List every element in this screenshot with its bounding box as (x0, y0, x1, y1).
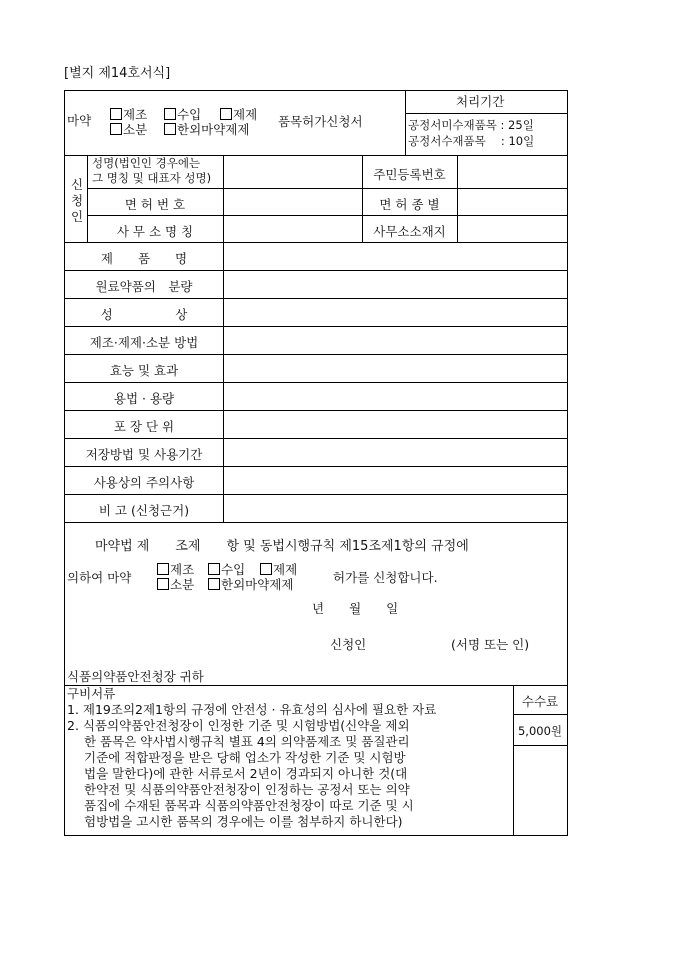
method-field[interactable] (224, 327, 566, 354)
divider (405, 113, 567, 114)
checkbox-subdivision[interactable] (157, 578, 169, 590)
dosage-field[interactable] (224, 383, 566, 410)
checkbox-formulation[interactable] (220, 108, 232, 120)
option-label: 소분 (123, 122, 148, 137)
header-option-subdivision[interactable] (110, 123, 147, 137)
applicant-section-label: 인 (71, 209, 84, 224)
office-name-field[interactable] (224, 216, 361, 241)
divider (513, 714, 567, 715)
option-label: 소분 (170, 577, 195, 592)
header-option-exempt[interactable] (164, 123, 249, 137)
option-label: 수입 (177, 107, 202, 122)
appearance-field[interactable] (224, 299, 566, 326)
document-item: 품집에 수재된 품목과 식품의약품안전청장이 따로 기준 및 시 (84, 798, 414, 813)
document-item: 2. 식품의약품안전청장이 인정한 기준 및 시험방법(신약을 제외 (67, 718, 410, 733)
precautions-field[interactable] (224, 467, 566, 494)
declaration-option-subdivision[interactable] (157, 578, 194, 592)
divider (65, 522, 567, 523)
option-label: 한외마약제제 (221, 577, 294, 592)
row-label-packaging: 포 장 단 위 (113, 419, 175, 434)
declaration-option-import[interactable] (208, 563, 245, 577)
divider (405, 91, 406, 155)
checkbox-import[interactable] (164, 108, 176, 120)
fee-label: 수수료 (521, 694, 559, 709)
applicant-line: 신청인 (330, 637, 367, 652)
row-label-storage: 저장방법 및 사용기간 (85, 447, 203, 462)
option-label: 제조 (170, 562, 195, 577)
name-field[interactable] (224, 156, 361, 187)
signature-note: (서명 또는 인) (451, 637, 530, 652)
rrn-label: 주민등록번호 (373, 167, 446, 182)
declaration-line: 마약법 제 조제 항 및 동법시행규칙 제15조제1항의 규정에 (95, 539, 469, 554)
header-option-formulation[interactable] (220, 108, 257, 122)
checkbox-import[interactable] (208, 563, 220, 575)
form-title: 품목허가신청서 (278, 114, 363, 129)
row-label-efficacy: 효능 및 효과 (109, 363, 179, 378)
document-item: 기준에 적합판정을 받은 당해 업소가 작성한 기준 및 시험방 (84, 750, 406, 765)
option-label: 제제 (233, 107, 258, 122)
processing-title: 처리기간 (456, 94, 505, 109)
documents-title: 구비서류 (67, 686, 116, 701)
checkbox-exempt[interactable] (208, 578, 220, 590)
storage-field[interactable] (224, 439, 566, 466)
office-address-label: 사무소소재지 (373, 224, 446, 239)
row-label-appearance: 성 상 (100, 307, 188, 322)
checkbox-manufacture[interactable] (110, 108, 122, 120)
divider (65, 685, 567, 686)
declaration-prefix: 의하여 마약 (67, 570, 132, 585)
option-label: 제제 (273, 562, 298, 577)
checkbox-subdivision[interactable] (110, 123, 122, 135)
option-label: 수입 (221, 562, 246, 577)
license-no-label: 면 허 번 호 (124, 197, 186, 212)
name-label: 성명(법인인 경우에는 (92, 156, 201, 170)
divider (513, 745, 567, 746)
option-label: 한외마약제제 (177, 122, 250, 137)
document-item: 한 품목은 약사법시행규칙 별표 4의 의약품제조 및 품질관리 (84, 734, 410, 749)
document-item: 법을 말한다)에 관한 서류로서 2년이 경과되지 아니한 것(대 (84, 766, 408, 781)
name-label: 그 명칭 및 대표자 성명) (92, 171, 212, 185)
checkbox-manufacture[interactable] (157, 563, 169, 575)
row-label-product-name: 제 품 명 (100, 251, 188, 266)
license-no-field[interactable] (224, 189, 361, 214)
office-name-label: 사 무 소 명 칭 (116, 224, 194, 239)
fee-value: 5,000원 (517, 724, 563, 738)
row-label-ingredients: 원료약품의 분량 (95, 279, 193, 294)
declaration-option-exempt[interactable] (208, 578, 293, 592)
row-label-remarks: 비 고 (신청근거) (98, 503, 190, 518)
applicant-section-label: 청 (71, 193, 84, 208)
form-caption: [별지 제14호서식] (64, 66, 171, 81)
document-item: 1. 제19조의2제1항의 규정에 안전성 · 유효성의 심사에 필요한 자료 (67, 702, 437, 717)
option-label: 제조 (123, 107, 148, 122)
date-line: 년 월 일 (312, 601, 399, 616)
license-type-label: 면 허 종 별 (379, 197, 440, 212)
header-prefix: 마약 (67, 113, 92, 128)
document-item: 험방법을 고시한 품목의 경우에는 이를 첨부하지 하니한다) (84, 814, 403, 829)
declaration-option-formulation[interactable] (260, 563, 297, 577)
header-option-manufacture[interactable] (110, 108, 147, 122)
row-label-precautions: 사용상의 주의사항 (93, 475, 195, 490)
addressee: 식품의약품안전청장 귀하 (67, 669, 204, 684)
ingredients-field[interactable] (224, 271, 566, 298)
license-type-field[interactable] (458, 189, 566, 214)
application-form (64, 90, 568, 836)
applicant-section-label: 신 (71, 177, 84, 192)
checkbox-exempt[interactable] (164, 123, 176, 135)
product-name-field[interactable] (224, 243, 566, 270)
header-option-import[interactable] (164, 108, 201, 122)
declaration-option-manufacture[interactable] (157, 563, 194, 577)
processing-line: 공정서미수재품목 : 25일 (408, 118, 534, 132)
declaration-suffix: 허가를 신청합니다. (333, 570, 438, 585)
efficacy-field[interactable] (224, 355, 566, 382)
remarks-field[interactable] (224, 495, 566, 522)
document-item: 한약전 및 식품의약품안전청장이 인정하는 공정서 또는 의약 (84, 782, 410, 797)
checkbox-formulation[interactable] (260, 563, 272, 575)
row-label-dosage: 용법 · 용량 (113, 391, 175, 406)
office-address-field[interactable] (458, 216, 566, 241)
processing-line: 공정서수재품목 : 10일 (408, 134, 535, 148)
packaging-field[interactable] (224, 411, 566, 438)
row-label-method: 제조·제제·소분 방법 (89, 335, 199, 350)
rrn-field[interactable] (458, 156, 566, 187)
